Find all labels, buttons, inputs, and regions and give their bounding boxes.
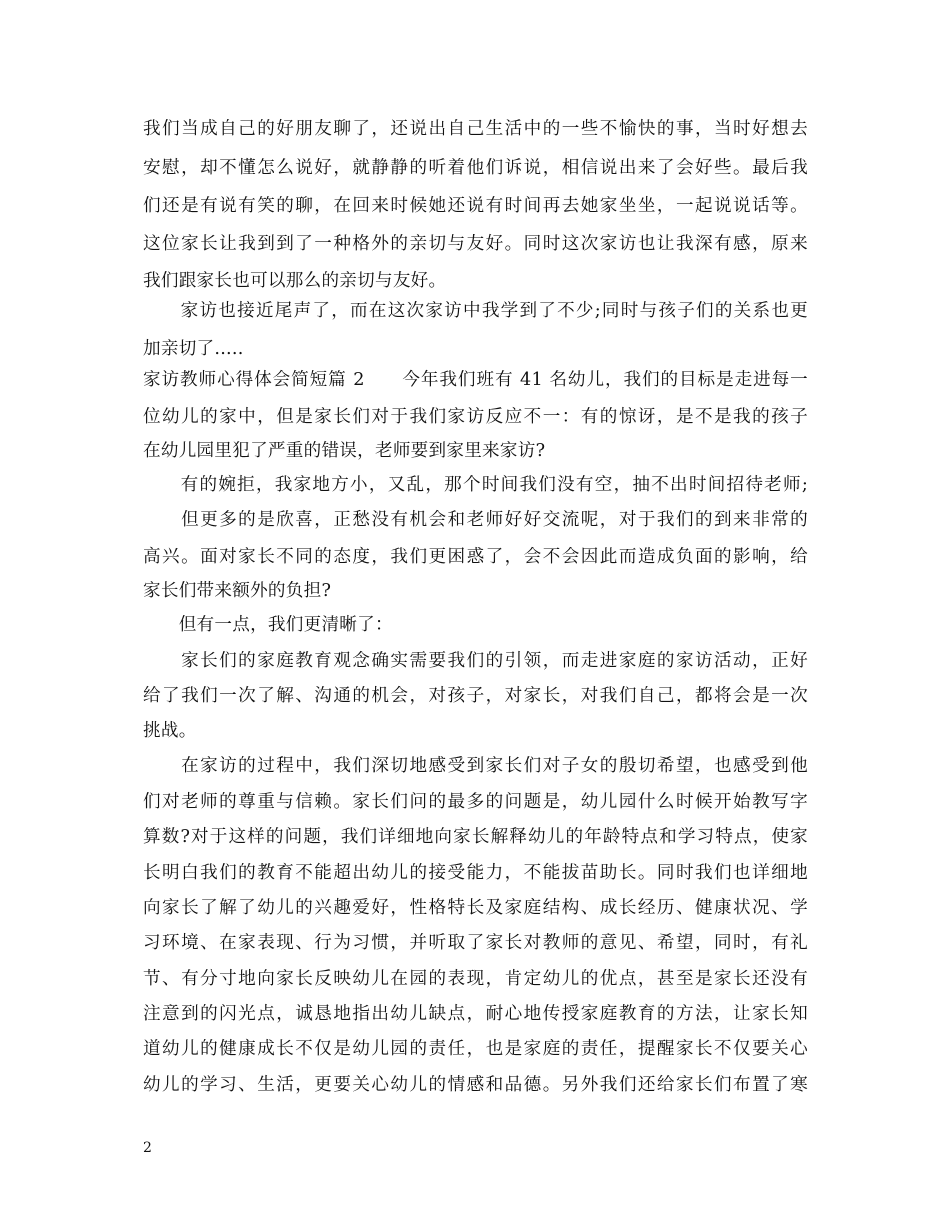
text-line: 长明白我们的教育不能超出幼儿的接受能力，不能拔苗助长。同时我们也详细地 [143,863,808,883]
text-line: 幼儿的学习、生活，更要关心幼儿的情感和品德。另外我们还给家长们布置了寒 [143,1075,808,1095]
text-line: 家长们带来额外的负担? [143,581,332,601]
text-line: 在幼儿园里犯了严重的错误，老师要到家里来家访? [143,441,546,461]
text-line: 在家访的过程中，我们深切地感受到家长们对子女的殷切希望，也感受到他 [143,756,808,776]
text-line: 但有一点，我们更清晰了： [143,615,393,635]
text-line: 有的婉拒，我家地方小，又乱，那个时间我们没有空，抽不出时间招待老师; [143,475,808,495]
text-line: 道幼儿的健康成长不仅是幼儿园的责任，也是家庭的责任，提醒家长不仅要关心 [143,1039,808,1059]
text-line: 高兴。面对家长不同的态度，我们更困惑了，会不会因此而造成负面的影响，给 [143,547,808,567]
text-line: 但更多的是欣喜，正愁没有机会和老师好好交流呢，对于我们的到来非常的 [143,510,808,530]
text-line: 们对老师的尊重与信赖。家长们问的最多的问题是，幼儿园什么时候开始教写字 [143,792,808,812]
section-heading-line: 家访教师心得体会简短篇 2 今年我们班有 41 名幼儿，我们的目标是走进每一 [143,370,808,390]
text-line: 们还是有说有笑的聊，在回来时候她还说有时间再去她家坐坐，一起说说话等。 [143,196,808,216]
text-line: 家访也接近尾声了，而在这次家访中我学到了不少;同时与孩子们的关系也更 [143,301,808,321]
text-line: 给了我们一次了解、沟通的机会，对孩子，对家长，对我们自己，都将会是一次 [143,686,808,706]
text-line: 挑战。 [143,721,197,741]
page-number: 2 [143,1140,152,1156]
text-line: 节、有分寸地向家长反映幼儿在园的表现，肯定幼儿的优点，甚至是家长还没有 [143,969,808,989]
text-line: 向家长了解了幼儿的兴趣爱好，性格特长及家庭结构、成长经历、健康状况、学 [143,898,808,918]
text-line: 这位家长让我到到了一种格外的亲切与友好。同时这次家访也让我深有感，原来 [143,234,808,254]
text-line: 加亲切了..... [143,339,244,359]
text-line: 算数?对于这样的问题，我们详细地向家长解释幼儿的年龄特点和学习特点，使家 [143,827,808,847]
text-line: 我们当成自己的好朋友聊了，还说出自己生活中的一些不愉快的事，当时好想去 [143,119,808,139]
text-line: 位幼儿的家中，但是家长们对于我们家访反应不一：有的惊讶，是不是我的孩子 [143,407,808,427]
text-line: 家长们的家庭教育观念确实需要我们的引领，而走进家庭的家访活动，正好 [143,651,808,671]
text-line: 注意到的闪光点，诚恳地指出幼儿缺点，耐心地传授家庭教育的方法，让家长知 [143,1004,808,1024]
text-line: 安慰，却不懂怎么说好，就静静的听着他们诉说，相信说出来了会好些。最后我 [143,158,808,178]
text-line: 习环境、在家表现、行为习惯，并听取了家长对教师的意见、希望，同时，有礼 [143,933,808,953]
text-line: 我们跟家长也可以那么的亲切与友好。 [143,271,447,291]
